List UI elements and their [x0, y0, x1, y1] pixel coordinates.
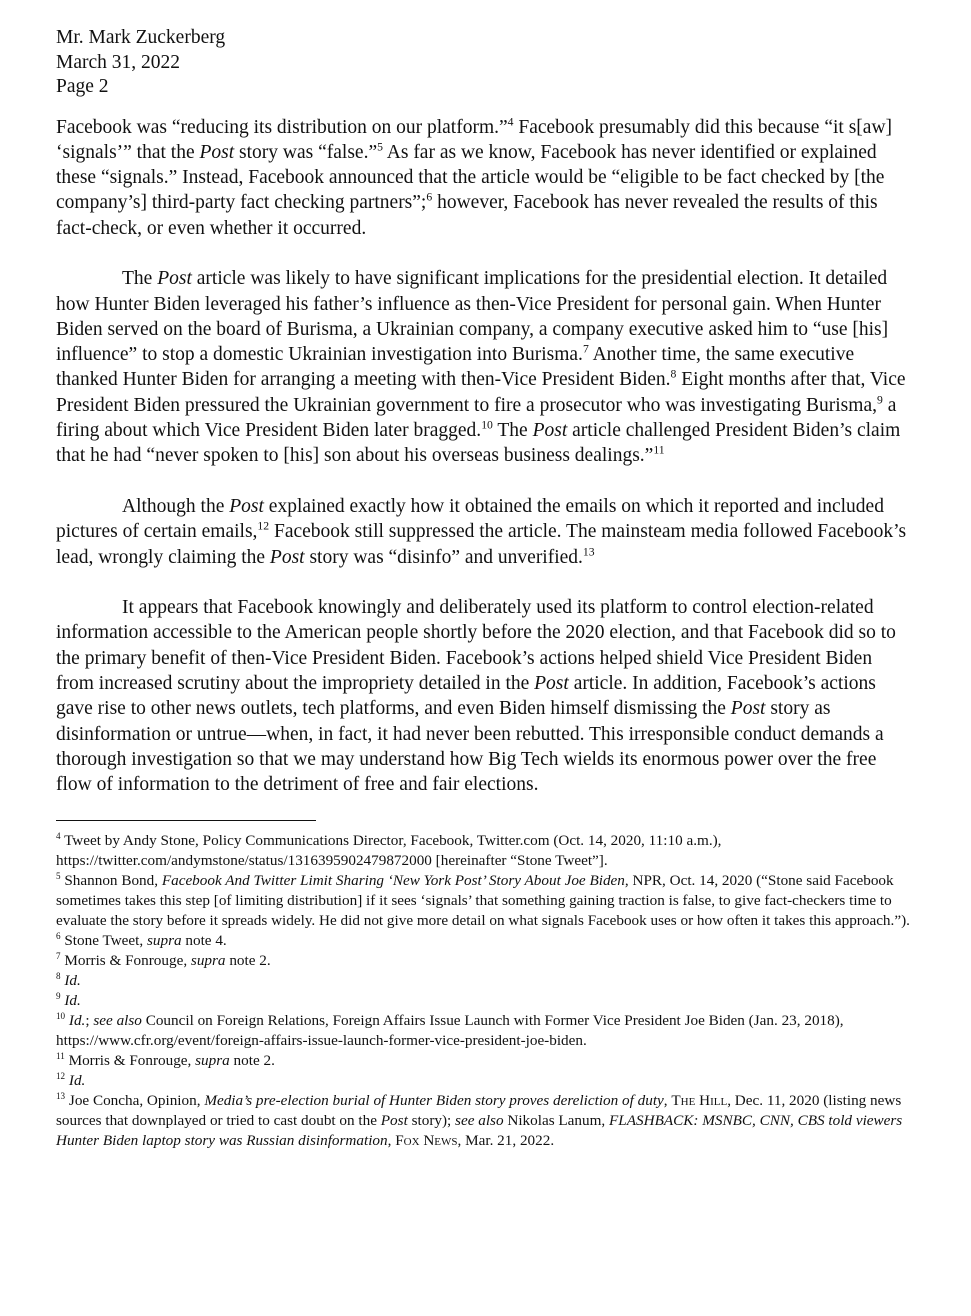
text-run: Council on Foreign Relations, Foreign Affairs Issue Launch with Former Vice President Joe Biden (Jan. 23, 2018), https://www.cfr.org/event/foreign-affairs-issue-launch-former-vice-president-joe-biden. — [56, 1011, 844, 1049]
text-run: a firing about which Vice President Biden later bragged. — [56, 394, 897, 442]
footnote — [56, 1091, 912, 1151]
footnote-number: 11 — [56, 1050, 65, 1061]
text-run: story); — [407, 1111, 456, 1129]
text-run: , — [387, 1131, 396, 1149]
italic-text: Facebook And Twitter Limit Sharing ‘New York Post’ Story About Joe Biden — [161, 871, 625, 889]
page-number: Page 2 — [56, 76, 109, 97]
footnote-ref: 8 — [670, 367, 677, 381]
italic-text: Post — [269, 546, 305, 568]
footnote — [56, 951, 912, 971]
text-run: Tweet by Andy Stone, Policy Communications Director, Facebook, Twitter.com (Oct. 14, 2020, 11:10 a.m.), https://twitter.com/andymstone/status/1316395902479872000 [hereinafter “Stone Tweet”]. — [56, 831, 722, 869]
footnote — [56, 971, 912, 991]
footnote-number: 12 — [56, 1070, 66, 1081]
recipient-name: Mr. Mark Zuckerberg — [56, 27, 226, 48]
footnote-divider — [56, 820, 316, 821]
text-run: explained exactly how it obtained the emails on which it reported and included pictures of certain emails, — [56, 495, 884, 543]
text-run: article challenged President Biden’s claim that he had “never spoken to [his] son about his overseas business dealings.” — [56, 420, 901, 467]
body-paragraph — [56, 494, 912, 570]
italic-text: Post — [157, 268, 192, 290]
body-paragraph — [56, 595, 912, 797]
footnotes — [56, 831, 912, 1151]
italic-text: Post — [199, 141, 235, 163]
footnote-ref: 7 — [582, 342, 589, 356]
body-paragraph — [56, 266, 912, 468]
italic-text: see also — [93, 1011, 142, 1029]
small-caps-text: Fox News — [395, 1131, 458, 1149]
italic-text: Post — [380, 1111, 408, 1129]
text-run: , Dec. 11, 2020 (listing news sources that downplayed or tried to cast doubt on the — [56, 1091, 902, 1129]
text-run: Although the — [122, 495, 230, 517]
text-run: story was “false.” — [234, 141, 378, 163]
italic-text: supra — [146, 931, 182, 949]
text-run: article. In addition, Facebook’s actions gave rise to other news outlets, tech platforms, and even Biden himself dismissing the — [56, 673, 876, 720]
text-run: Morris & Fonrouge, — [64, 1051, 196, 1069]
footnote-ref: 11 — [653, 443, 665, 457]
footnote — [56, 831, 912, 871]
italic-text: FLASHBACK: MSNBC, CNN, CBS told viewers Hunter Biden laptop story was Russian disinformation — [56, 1111, 903, 1149]
italic-text: Post — [534, 673, 569, 695]
footnote — [56, 1051, 912, 1071]
footnote-number: 6 — [56, 930, 61, 941]
text-run: Nikolas Lanum, — [503, 1111, 610, 1129]
footnote-ref: 9 — [876, 393, 883, 407]
footnote-number: 10 — [56, 1010, 66, 1021]
italic-text: supra — [195, 1051, 230, 1069]
italic-text: Id. — [64, 991, 81, 1009]
footnote — [56, 991, 912, 1011]
text-run: , — [663, 1091, 672, 1109]
italic-text: Media’s pre-election burial of Hunter Biden story proves dereliction of duty — [204, 1091, 664, 1109]
letter-date: March 31, 2022 — [56, 51, 181, 73]
text-run: note 4. — [181, 931, 227, 949]
text-run: however, Facebook has never revealed the results of this fact-check, or even whether it occurred. — [56, 192, 878, 239]
text-run: story as disinformation or untrue—when, in fact, it had never been rebutted. This irresponsible conduct demands a thorough investigation so that we may understand how Big Tech wields its enormous power over the free flow of information to the detriment of free and fair elections. — [56, 698, 884, 796]
text-run: Joe Concha, Opinion, — [65, 1091, 205, 1109]
footnote — [56, 931, 912, 951]
text-run: ; — [85, 1011, 94, 1029]
footnote-ref: 4 — [507, 115, 514, 128]
footnote — [56, 1011, 912, 1051]
text-run: , Mar. 21, 2022. — [457, 1131, 555, 1149]
italic-text: Post — [532, 420, 568, 442]
footnote-number: 4 — [56, 830, 61, 841]
text-run: article was likely to have significant implications for the presidential election. It detailed how Hunter Biden leveraged his father’s influence as then-Vice President for personal gain. When Hunter Biden served on the board of Burisma, a Ukrainian company, a company executive asked him to “use [his] influence” to stop a domestic Ukrainian investigation into Burisma. — [56, 268, 889, 366]
footnote-number: 9 — [56, 990, 61, 1001]
text-run: , — [624, 871, 633, 889]
italic-text: Post — [730, 698, 766, 720]
footnote-number: 7 — [56, 950, 61, 961]
text-run: As far as we know, Facebook has never identified or explained these “signals.” Instead, Facebook announced that the article would be “eligible to be fact checked by [the company’s] third-party fact checking partners”; — [56, 141, 885, 214]
footnote-ref: 12 — [257, 519, 270, 533]
footnote-ref: 6 — [426, 190, 433, 204]
text-run: It appears that Facebook knowingly and deliberately used its platform to control election-related information accessible to the American people shortly before the 2020 election, and that Facebook did so to the primary benefit of then-Vice President Biden. Facebook’s actions helped shield Vice President Biden from increased scrutiny about the impropriety detailed in the — [56, 597, 896, 695]
text-run: Eight months after that, Vice President Biden pressured the Ukrainian government to fire a prosecutor who was investigating Burisma, — [56, 369, 906, 416]
text-run: story was “disinfo” and unverified. — [304, 546, 583, 568]
footnote-ref: 13 — [582, 545, 595, 559]
letter-page — [56, 26, 912, 1151]
text-run: , Oct. 14, 2020 (“Stone said Facebook sometimes takes this step [of limiting distribution] if it sees ‘signals’ that something gaining traction is false, to give fact-checkers time to evaluate the story before it spreads widely. He did not give more detail on what signals Facebook uses or how often it takes this approach.”). — [56, 871, 910, 929]
footnote-number: 8 — [56, 970, 61, 981]
text-run: Facebook still suppressed the article. The mainsteam media followed Facebook’s lead, wrongly claiming the — [56, 521, 907, 568]
italic-text: see also — [455, 1111, 504, 1129]
footnote-number: 13 — [56, 1090, 66, 1101]
footnote-ref: 10 — [481, 418, 493, 432]
small-caps-text: NPR — [632, 871, 663, 889]
text-run: Shannon Bond, — [60, 871, 162, 889]
footnote-ref: 5 — [377, 140, 383, 154]
italic-text: Post — [229, 495, 264, 517]
text-run: note 2. — [225, 951, 271, 969]
text-run: Stone Tweet, — [60, 931, 147, 949]
italic-text: Id. — [68, 1011, 86, 1029]
letter-body — [56, 115, 912, 798]
text-run: note 2. — [229, 1051, 275, 1069]
footnote-number: 5 — [56, 870, 61, 881]
text-run: Another time, the same executive thanked Hunter Biden for arranging a meeting with then-Vice President Biden. — [56, 344, 855, 391]
letter-header — [56, 26, 912, 100]
footnote — [56, 1071, 912, 1091]
italic-text: supra — [190, 951, 226, 969]
text-run: Facebook was “reducing its distribution on our platform.” — [56, 116, 508, 138]
text-run: Facebook presumably did this because “it s[aw] ‘signals’” that the — [56, 116, 893, 163]
body-paragraph — [56, 115, 912, 241]
text-run: Morris & Fonrouge, — [60, 951, 191, 969]
small-caps-text: The Hill — [671, 1091, 728, 1109]
text-run: The — [122, 268, 158, 290]
italic-text: Id. — [68, 1071, 86, 1089]
footnote — [56, 871, 912, 931]
italic-text: Id. — [64, 971, 81, 989]
text-run: The — [492, 420, 533, 442]
